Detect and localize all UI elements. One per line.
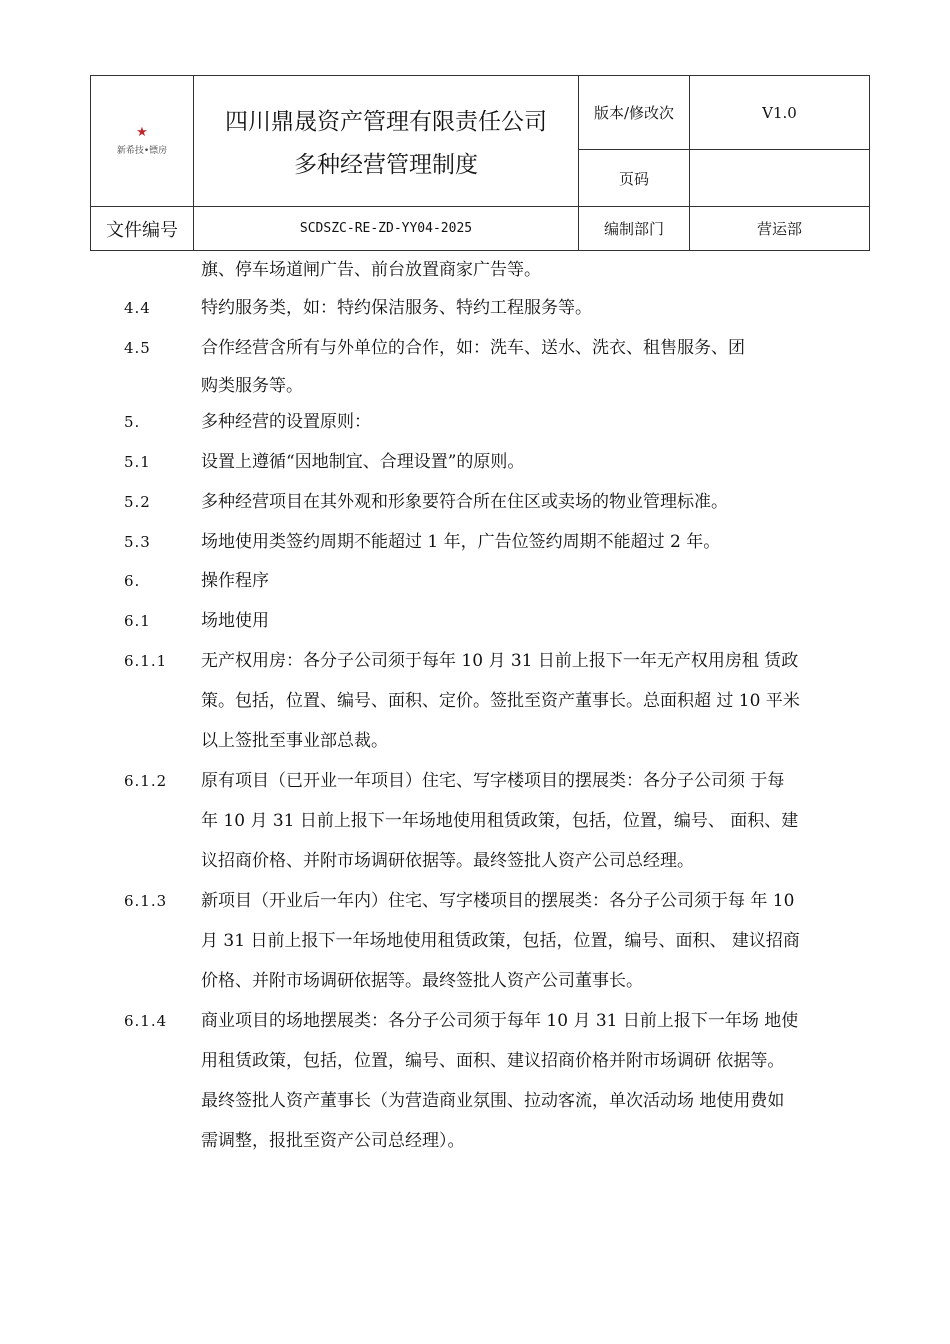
section-number: 6. [124,572,141,590]
paragraph-line: 月 31 日前上报下一年场地使用租赁政策，包括，位置，编号、面积、 建议招商 [201,931,800,951]
department-label: 编制部门 [579,207,690,251]
section-number: 4.5 [124,339,151,357]
paragraph-line: 需调整，报批至资产公司总经理）。 [201,1131,465,1151]
paragraph-line: 特约服务类，如：特约保洁服务、特约工程服务等。 [201,298,592,318]
file-number-label: 文件编号 [91,207,194,251]
paragraph-line: 议招商价格、并附市场调研依据等。最终签批人资产公司总经理。 [201,851,694,871]
paragraph-line: 旗、停车场道闸广告、前台放置商家广告等。 [201,260,541,280]
paragraph-line: 策。包括，位置、编号、面积、定价。签批至资产董事长。总面积超 过 10 平米 [201,691,800,711]
file-number-value: SCDSZC-RE-ZD-YY04-2025 [194,207,579,251]
paragraph-line: 购类服务等。 [201,376,303,396]
paragraph-line: 新项目（开业后一年内）住宅、写字楼项目的摆展类：各分子公司须于每 年 10 [201,891,795,911]
logo-text: 新希技•镖房 [116,146,168,156]
paragraph-line: 操作程序 [201,571,269,591]
page-label: 页码 [579,150,690,207]
company-name: 四川鼎晟资产管理有限责任公司 [225,109,547,135]
paragraph-line: 价格、并附市场调研依据等。最终签批人资产公司董事长。 [201,971,643,991]
paragraph-line: 原有项目（已开业一年项目）住宅、写字楼项目的摆展类：各分子公司须 于每 [201,771,785,791]
section-number: 6.1.2 [124,772,168,790]
paragraph-line: 无产权用房：各分子公司须于每年 10 月 31 日前上报下一年无产权用房租 赁政 [201,651,799,671]
page-value [690,150,870,207]
section-number: 6.1 [124,612,151,630]
paragraph-line: 用租赁政策，包括，位置，编号、面积、建议招商价格并附市场调研 依据等。 [201,1051,785,1071]
paragraph-line: 多种经营项目在其外观和形象要符合所在住区或卖场的物业管理标准。 [201,492,728,512]
paragraph-line: 商业项目的场地摆展类：各分子公司须于每年 10 月 31 日前上报下一年场 地使 [201,1011,799,1031]
section-number: 5.3 [124,533,151,551]
paragraph-line: 场地使用类签约周期不能超过 1 年，广告位签约周期不能超过 2 年。 [201,532,721,552]
paragraph-line: 场地使用 [201,611,269,631]
section-number: 6.1.3 [124,892,168,910]
section-number: 5. [124,413,141,431]
star-icon: ★ [136,125,148,140]
version-value: V1.0 [690,76,870,150]
paragraph-line: 合作经营含所有与外单位的合作，如：洗车、送水、洗衣、租售服务、团 [201,338,745,358]
section-number: 5.2 [124,493,151,511]
section-number: 6.1.4 [124,1012,168,1030]
paragraph-line: 以上签批至事业部总裁。 [201,731,388,751]
department-value: 营运部 [690,207,870,251]
document-title: 多种经营管理制度 [294,152,478,178]
document-header-table [90,75,870,251]
title-cell [194,76,579,207]
paragraph-line: 最终签批人资产董事长（为营造商业氛围、拉动客流，单次活动场 地使用费如 [201,1091,785,1111]
version-label: 版本/修改次 [579,76,690,150]
company-logo [91,76,194,207]
paragraph-line: 多种经营的设置原则： [201,412,371,432]
section-number: 5.1 [124,453,151,471]
section-number: 6.1.1 [124,652,168,670]
section-number: 4.4 [124,299,151,317]
paragraph-line: 年 10 月 31 日前上报下一年场地使用租赁政策，包括，位置，编号、 面积、建 [201,811,799,831]
paragraph-line: 设置上遵循“因地制宜、合理设置”的原则。 [201,452,525,472]
